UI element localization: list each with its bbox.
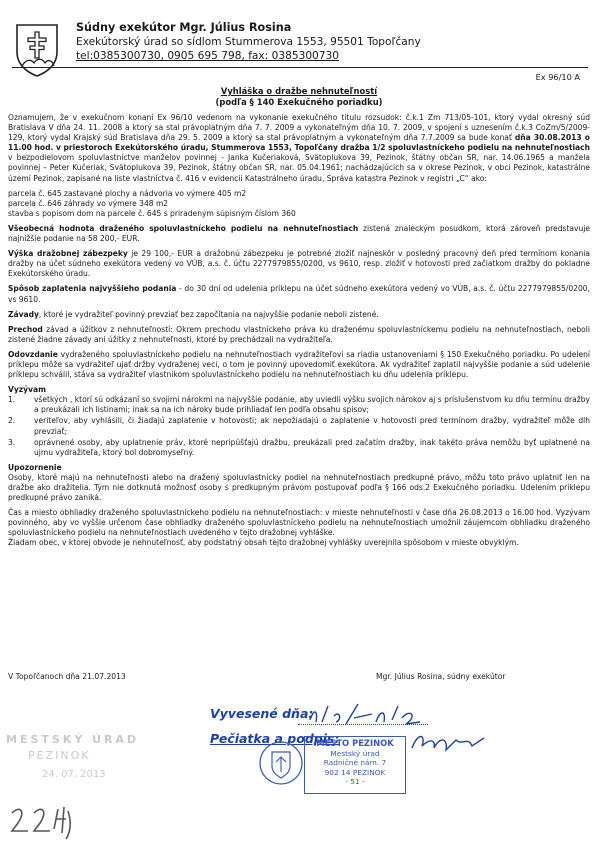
defects-section <box>8 310 590 320</box>
handwritten-signature-icon <box>408 728 488 758</box>
calls-list <box>8 395 590 458</box>
list-item <box>8 416 590 436</box>
valuation-text: zistená znaleckým posudkom, ktorá zároveň predstavuje najnižšie podanie na 58 200,- EUR. <box>8 223 590 244</box>
case-reference: Ex 96/10 A <box>535 72 580 82</box>
faded-stamp-line: MESTSKÝ ÚRAD <box>6 733 140 746</box>
intro-auction-details: dňa 30.08.2013 o 11.00 hod. v priestoroch Exekútorského úradu, Stummerova 1553, Topoľčany dražba 1/2 spoluvlastníckeho podielu na nehnuteľnostiach <box>8 133 590 153</box>
intro-text-c: v bezpodielovom spoluvlastníctve manželov povinnej - Janka Kučeriaková, Svätoplukova 39, Pezinok, štátny občan SR, nar. 14.06.1965 a manžela povinnej – Peter Kučeriak, Svätoplukova 39, Pezinok, štátny občan SR, nar. 05.04.1961; nachádzajúcich sa v okrese Pezinok, v obci Pezinok, katastrálne území Pezinok, zapísané na liste vlastníctva č. 416 v evidencii Katastrálneho úradu, Správa katastra Pezinok v registri „C“ ako: <box>8 153 590 183</box>
transfer-section <box>8 325 590 345</box>
transfer-text: závad a úžitkov z nehnuteľností: Okrem prechodu vlastníckeho práva ku draženému spoluvlastníckemu podielu na nehnuteľnostiach, neboli zistené žiadne závady ani úžitky z nehnuteľnosti, ktoré by prechádzali na vydražiteľa. <box>8 324 590 344</box>
stamp-line: - 51 - <box>345 777 365 786</box>
valuation-section <box>8 224 590 244</box>
deposit-heading: Výška dražobnej zábezpeky <box>8 249 128 259</box>
posted-date-label: Vyvesené dňa: <box>210 706 314 721</box>
office-address: Exekútorský úrad so sídlom Stummerova 1553, 95501 Topoľčany <box>76 36 421 48</box>
list-number: 1. <box>8 395 16 405</box>
parcel-item: parcela č. 646 záhrady vo výmere 348 m2 <box>8 198 169 208</box>
valuation-heading: Všeobecná hodnota draženého spoluvlastníckeho podielu na nehnuteľnostiach <box>8 223 359 233</box>
payment-heading: Spôsob zaplatenia najvyššieho podania <box>8 284 177 294</box>
notice-paragraph-2: Čas a miesto obhliadky draženého spoluvlastníckeho podielu na nehnuteľnostiach: v mieste nehnuteľnosti v čase dňa 26.08.2013 o 16.00 hod. Vyzývam povinného, aby vo vyššie určenom čase obhliadky draženého spoluvlastníckeho podielu na nehnuteľnostiach umožnil záujemcom obhliadku draženého spoluvlastníckeho podielu na nehnuteľnostiach uvedeného v tejto dražobnej vyhláške. <box>8 508 590 538</box>
faded-office-stamp <box>6 733 186 843</box>
intro-text-a: Oznamujem, že v exekučnom konaní Ex 96/10 vedenom na vykonanie exekučného titulu rozsudok: č.k.1 Zm 713/05-101, ktorý vydal okresný súd Bratislava V dňa 24. 11. 2008 a ktorý sa stal právoplatným dňa 7. 7. 2009 a vykonateľným dňa 10. 7. 2009, v spojení s uznesením č.k.3 CoZm/5/2009-129, ktorý vydal Krajský súd Bratislava dňa 29. 5. 2009 a ktorý sa stal právoplatným a vykonateľným dňa 7.7.2009 sa bude konať <box>8 113 590 143</box>
seal-signature-label: Pečiatka a podpis: <box>210 731 340 746</box>
notice-paragraph-3: Žiadam obec, v ktorej obvode je nehnuteľnosť, aby podstatný obsah tejto dražobnej vyhlášky uverejnila spôsobom v mieste obvyklým. <box>8 538 519 548</box>
document-body <box>8 86 590 554</box>
parcel-list <box>8 189 590 219</box>
deposit-text: je 29 100,- EUR a dražobnú zábezpeku je potrebné zložiť najneskôr v posledný pracovný deň pred termínom konania dražby na účet súdneho exekútora vedený vo VÚB, a.s. č. účtu 2277979855/0200, vs 9610, resp. zložiť v hotovosti pred začiatkom dražby do pokladne Exekútorského úradu. <box>8 249 590 279</box>
transfer-heading: Prechod <box>8 324 43 334</box>
place-date: V Topoľčanoch dňa 21.07.2013 <box>8 672 126 681</box>
handover-heading: Odovzdanie <box>8 349 58 359</box>
notice-paragraph-1: Osoby, ktoré majú na nehnuteľnosti alebo na dražený spoluvlastnícky podiel na nehnuteľnostiach predkupné právo, môžu toto právo uplatniť len na dražbe ako dražitelia. Tým nie dotknutá možnosť osoby s predkupným právom postupovať podľa § 166 ods.2 Exekučného poriadku. Udelením príklepu predkupné právo zaniká. <box>8 472 590 503</box>
contact-line: tel:0385300730, 0905 695 798, fax: 0385300730 <box>76 50 340 62</box>
list-text: všetkých , ktorí sú odkázaní so svojimi nárokmi na najvyššie podanie, aby uviedli výšku svojich nárokov aj s príslušenstvom ku dňu termínu dražby a preukázali ich listinami; inak sa na ich nároky bude prihliadať len podľa obsahu spisov; <box>34 395 590 415</box>
stamp-line: Radničné nám. 7 <box>323 758 387 767</box>
handover-text: vydraženého spoluvlastníckeho podielu na nehnuteľnostiach vydražiteľovi sa riadia ustanoveniami § 150 Exekučného poriadku. Po udelení príklepu môže sa vydražiteľ ujať držby vydraženej veci, o tom je povinný upovedomiť exekútora. Ak vydražiteľ zaplatil najvyššie podanie a súd udelenie príklepu schválil, stáva sa vydražiteľ vlastníkom spoluvlastníckeho podielu na nehnuteľnostiach ku dňu udelenia príklepu. <box>8 349 590 380</box>
list-item <box>8 395 590 415</box>
intro-paragraph <box>8 113 590 184</box>
deposit-section <box>8 249 590 279</box>
signature-block <box>8 672 590 681</box>
stamp-line: 902 14 PEZINOK <box>324 767 386 777</box>
list-number: 2. <box>8 416 16 426</box>
title-line-1: Vyhláška o dražbe nehnuteľností <box>220 86 378 96</box>
defects-text: , ktoré je vydražiteľ povinný prevziať bez započítania na najvyššie podanie neboli zistené. <box>38 309 379 319</box>
payment-text: - do 30 dní od udelenia príklepu na účet súdneho exekútora vedený vo VÚB, a.s. č. účtu 2277979855/0200, vs 9610. <box>8 284 590 304</box>
calls-heading: Vyzývam <box>8 385 46 395</box>
stamp-line: Mestský úrad <box>330 748 380 758</box>
city-office-stamp <box>304 736 406 794</box>
parcel-item: parcela č. 645 zastavané plochy a nádvoria vo výmere 405 m2 <box>8 188 247 198</box>
list-item <box>8 438 590 458</box>
defects-heading: Závady <box>8 309 39 319</box>
letterhead <box>76 21 421 63</box>
list-text: oprávnené osoby, aby uplatnenie práv, ktoré nepripúšťajú dražbu, preukázali pred začatím dražby, inak takéto práva nemôžu byť uplatnené na ujmu vydražiteľa, ktorý bol dobromyseľný. <box>34 437 590 457</box>
handwritten-date-icon <box>306 700 436 730</box>
faded-stamp-line: PEZINOK <box>28 749 91 762</box>
payment-section <box>8 284 590 304</box>
document-title <box>8 86 590 108</box>
header-divider <box>12 67 588 68</box>
handover-section <box>8 350 590 380</box>
executor-name: Súdny exekútor Mgr. Július Rosina <box>76 21 292 34</box>
city-crest-icon <box>256 738 306 788</box>
title-line-2: (podľa § 140 Exekučného poriadku) <box>215 97 383 107</box>
list-number: 3. <box>8 437 16 447</box>
list-text: veriteľov, aby vyhlásili, či žiadajú zaplatenie v hotovosti; ak nepožiadajú o zaplatenie v hotovosti pred termínom dražby, vydražiteľ môže dlh prevziať; <box>34 416 590 436</box>
handwritten-number-icon <box>8 803 78 843</box>
slovak-coat-of-arms-icon <box>14 22 60 78</box>
faded-stamp-date: 24. 07. 2013 <box>42 769 106 780</box>
signer: Mgr. Július Rosina, súdny exekútor <box>376 672 506 681</box>
notice-heading: Upozornenie <box>8 462 62 472</box>
parcel-item: stavba s popisom dom na parcele č. 645 s priradeným súpisným číslom 360 <box>8 208 296 218</box>
stamp-line: MESTO PEZINOK <box>316 738 394 748</box>
